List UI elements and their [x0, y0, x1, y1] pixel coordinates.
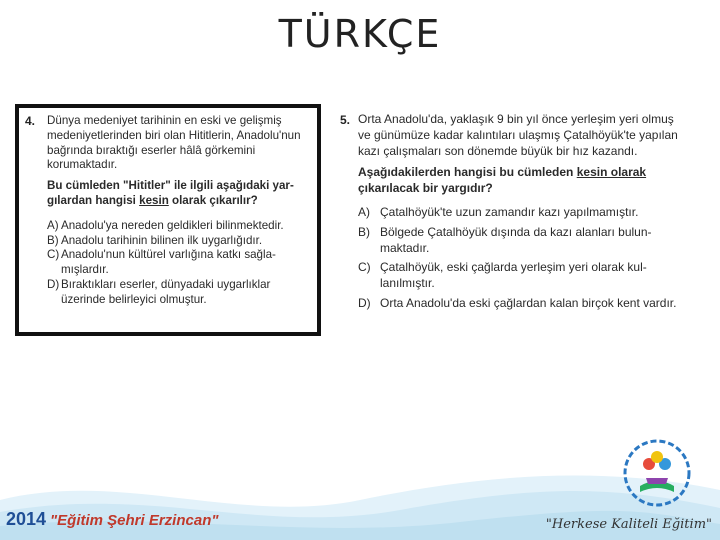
- option-d[interactable]: [47, 278, 309, 308]
- option-b[interactable]: [358, 225, 680, 257]
- ministry-logo: [622, 438, 692, 508]
- footer-slogan-right: "Herkese Kaliteli Eğitim": [545, 517, 712, 532]
- option-text: Anadolu tarihinin bilinen ilk uygarlığıdır.: [61, 233, 263, 247]
- option-text: Orta Anadolu'da eski çağlardan kalan birçok kent vardır.: [380, 295, 677, 310]
- question-prompt: [47, 179, 309, 209]
- prompt-emphasis: kesin olarak: [576, 165, 647, 180]
- footer-slogan: "Eğitim Şehri Erzincan": [50, 512, 219, 529]
- option-letter: C): [358, 260, 371, 275]
- question-number: 5.: [340, 113, 351, 127]
- option-c[interactable]: [47, 248, 309, 278]
- question-number: 4.: [25, 114, 36, 128]
- option-letter: D): [47, 277, 60, 291]
- option-text: Anadolu'ya nereden geldikleri bilinmektedir.: [61, 218, 284, 232]
- prompt-text-start: Aşağıdakilerden hangisi bu cümleden: [358, 165, 577, 180]
- option-d[interactable]: [358, 296, 680, 312]
- option-letter: A): [358, 204, 370, 219]
- question-prompt: [358, 165, 680, 197]
- option-letter: B): [47, 233, 59, 247]
- option-text: Çatalhöyük'te uzun zamandır kazı yapılmamıştır.: [380, 204, 639, 219]
- question-5: [340, 112, 680, 316]
- option-text: Bıraktıkları eserler, dünyadaki uygarlıklar üzerinde belirleyici olmuştur.: [61, 277, 271, 306]
- slide-title: TÜRKÇE: [278, 12, 442, 56]
- option-letter: C): [47, 248, 60, 262]
- option-text: Bölgede Çatalhöyük dışında da kazı alanları bulunmaktadır.: [380, 224, 652, 255]
- option-letter: B): [358, 224, 370, 239]
- option-c[interactable]: [358, 260, 680, 292]
- prompt-emphasis: kesin: [139, 193, 169, 207]
- option-text: Anadolu'nun kültürel varlığına katkı sağlamışlardır.: [61, 248, 276, 277]
- question-stem: Orta Anadolu'da, yaklaşık 9 bin yıl önce yerleşim yeri olmuş ve günümüze kadar kalıntıları ulaşmış Çatalhöyük'te yapılan kazı çalışmaları son dönemde büyük bir hız kazandı.: [358, 112, 678, 158]
- option-a[interactable]: [47, 219, 309, 234]
- prompt-text-end: çıkarılacak bir yargıdır?: [358, 181, 493, 196]
- question-4-box: [15, 104, 321, 336]
- footer-year: 2014: [6, 509, 47, 529]
- footer-slogan-left: [6, 509, 218, 530]
- prompt-text-start: Bu cümleden "Hititler" ile ilgili aşağıdaki yargılardan hangisi: [47, 179, 294, 207]
- prompt-text-end: olarak çıkarılır?: [168, 193, 258, 207]
- option-text: Çatalhöyük, eski çağlarda yerleşim yeri olarak kullanılmıştır.: [380, 260, 647, 291]
- option-letter: A): [47, 218, 59, 232]
- option-letter: D): [358, 295, 371, 310]
- option-b[interactable]: [47, 234, 309, 249]
- question-stem: Dünya medeniyet tarihinin en eski ve gelişmiş medeniyetlerinden biri olan Hititlerin, Anadolu'nun bağrında bıraktığı eserler hâlâ görkemini korumaktadır.: [47, 114, 301, 172]
- option-a[interactable]: [358, 205, 680, 221]
